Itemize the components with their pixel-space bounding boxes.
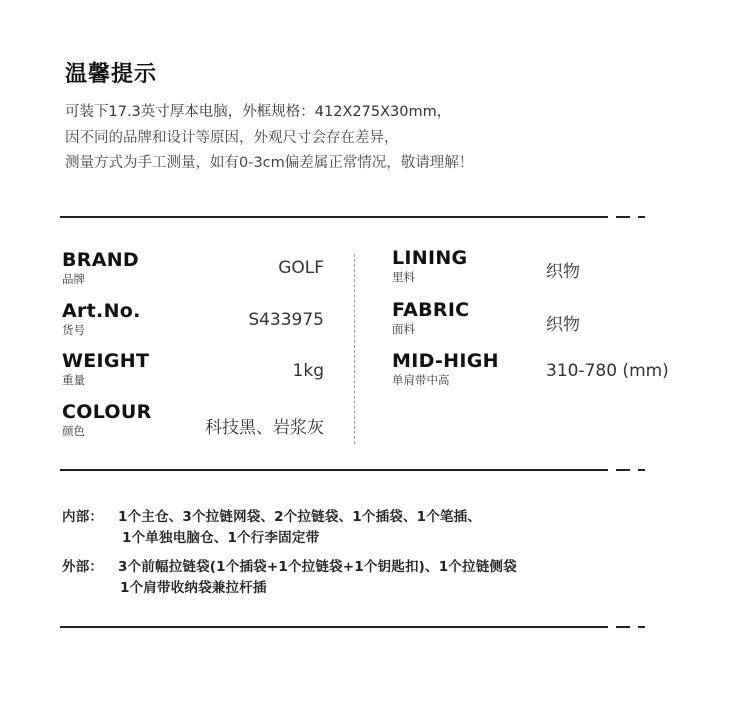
outer-label: 外部： xyxy=(62,559,104,575)
spec-midhigh-value: 310-780 (mm) xyxy=(546,361,669,381)
spec-lining-value: 织物 xyxy=(546,262,580,282)
spec-artno-value: S433975 xyxy=(248,310,324,330)
section-divider xyxy=(60,463,650,477)
inner-line-1: 1个主仓、3个拉链网袋、2个拉链袋、1个插袋、1个笔插、 xyxy=(118,509,482,525)
spec-midhigh-label: MID-HIGH 单肩带中高 xyxy=(392,350,499,387)
section-divider xyxy=(60,210,650,224)
note-capacity: 可装下17.3英寸厚本电脑，外框规格：412X275X30mm， xyxy=(65,104,452,120)
spec-weight-value: 1kg xyxy=(292,361,324,381)
spec-weight-label: WEIGHT 重量 xyxy=(62,350,150,387)
spec-brand-value: GOLF xyxy=(278,258,324,278)
note-size-variance: 因不同的品牌和设计等原因，外观尺寸会存在差异， xyxy=(65,130,399,146)
spec-brand-label: BRAND 品牌 xyxy=(62,249,139,286)
spec-artno-label: Art.No. 货号 xyxy=(62,300,141,337)
spec-colour-label: COLOUR 颜色 xyxy=(62,401,152,438)
note-measurement: 测量方式为手工测量，如有0-3cm偏差属正常情况，敬请理解！ xyxy=(65,155,474,171)
inner-line-2: 1个单独电脑仓、1个行李固定带 xyxy=(122,530,320,546)
spec-fabric-value: 织物 xyxy=(546,315,580,335)
column-separator xyxy=(354,254,355,444)
outer-line-1: 3个前幅拉链袋(1个插袋+1个拉链袋+1个钥匙扣)、1个拉链侧袋 xyxy=(118,559,517,575)
spec-lining-label: LINING 里料 xyxy=(392,247,468,284)
section-divider xyxy=(60,620,650,634)
spec-colour-value: 科技黑、岩浆灰 xyxy=(205,418,324,438)
page-title: 温馨提示 xyxy=(65,62,158,87)
inner-label: 内部： xyxy=(62,509,104,525)
outer-line-2: 1个肩带收纳袋兼拉杆插 xyxy=(120,580,267,596)
spec-fabric-label: FABRIC 面料 xyxy=(392,299,470,336)
